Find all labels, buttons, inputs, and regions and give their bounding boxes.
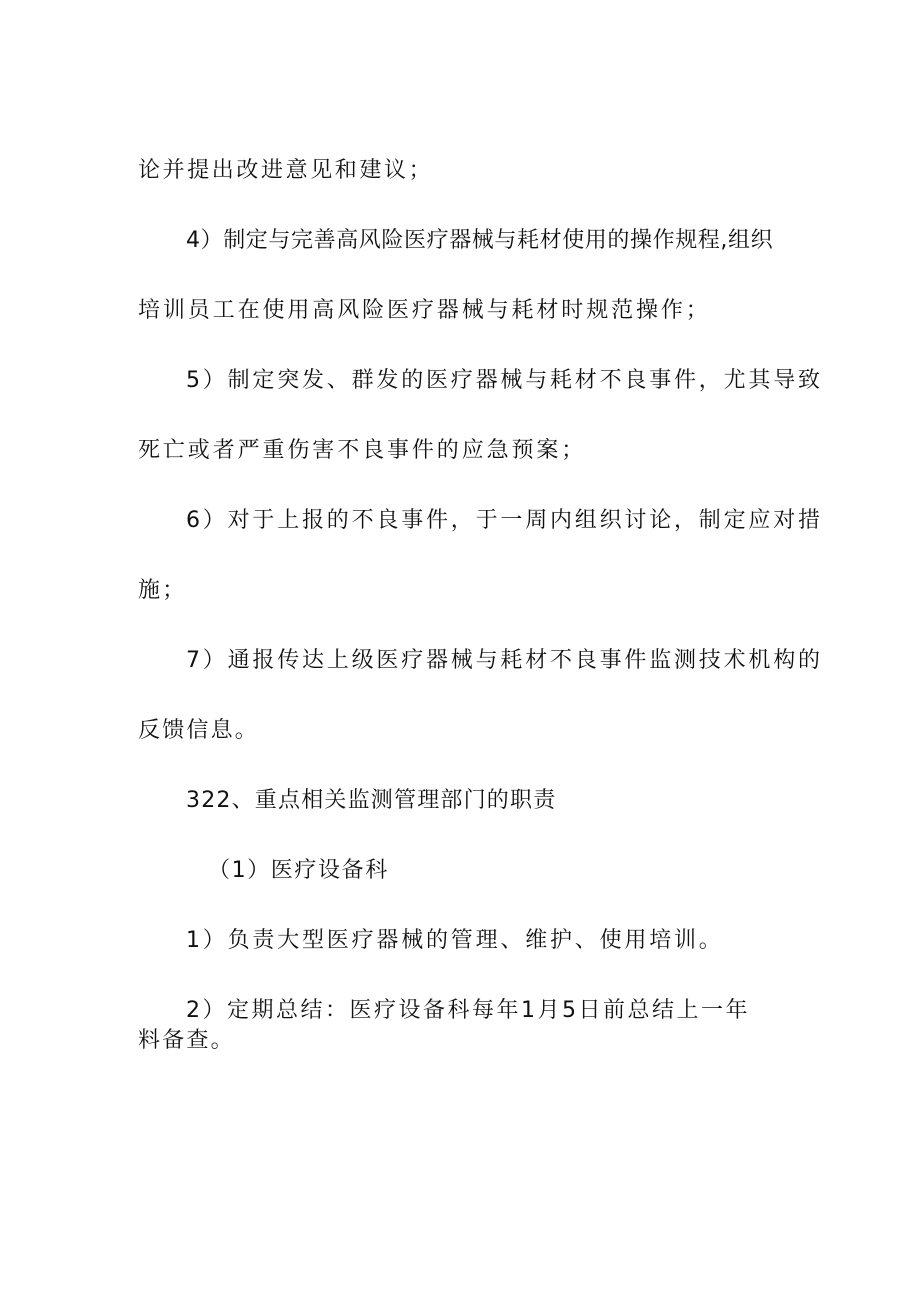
text-line-14: 料备查。 [138,1028,235,1053]
text-line-3: 培训员工在使用高风险医疗器械与耗材时规范操作； [138,298,711,323]
text-line-6: 6）对于上报的不良事件，于一周内组织讨论，制定应对措 [186,508,823,533]
text-line-9: 反馈信息。 [138,718,260,743]
section-heading: 322、重点相关监测管理部门的职责 [186,788,557,813]
text-line-13: 2）定期总结：医疗设备科每年1月5日前总结上一年 [186,998,750,1023]
text-line-2: 4）制定与完善高风险医疗器械与耗材使用的操作规程,组织 [186,228,774,253]
subsection-heading: （1）医疗设备科 [208,858,389,883]
text-line-7: 施； [138,578,187,603]
text-line-12: 1）负责大型医疗器械的管理、维护、使用培训。 [186,928,724,953]
text-line-4: 5）制定突发、群发的医疗器械与耗材不良事件，尤其导致 [186,368,823,393]
text-line-5: 死亡或者严重伤害不良事件的应急预案； [138,438,587,463]
text-line-1: 论并提出改进意见和建议； [138,158,434,183]
text-line-8: 7）通报传达上级医疗器械与耗材不良事件监测技术机构的 [186,648,823,673]
